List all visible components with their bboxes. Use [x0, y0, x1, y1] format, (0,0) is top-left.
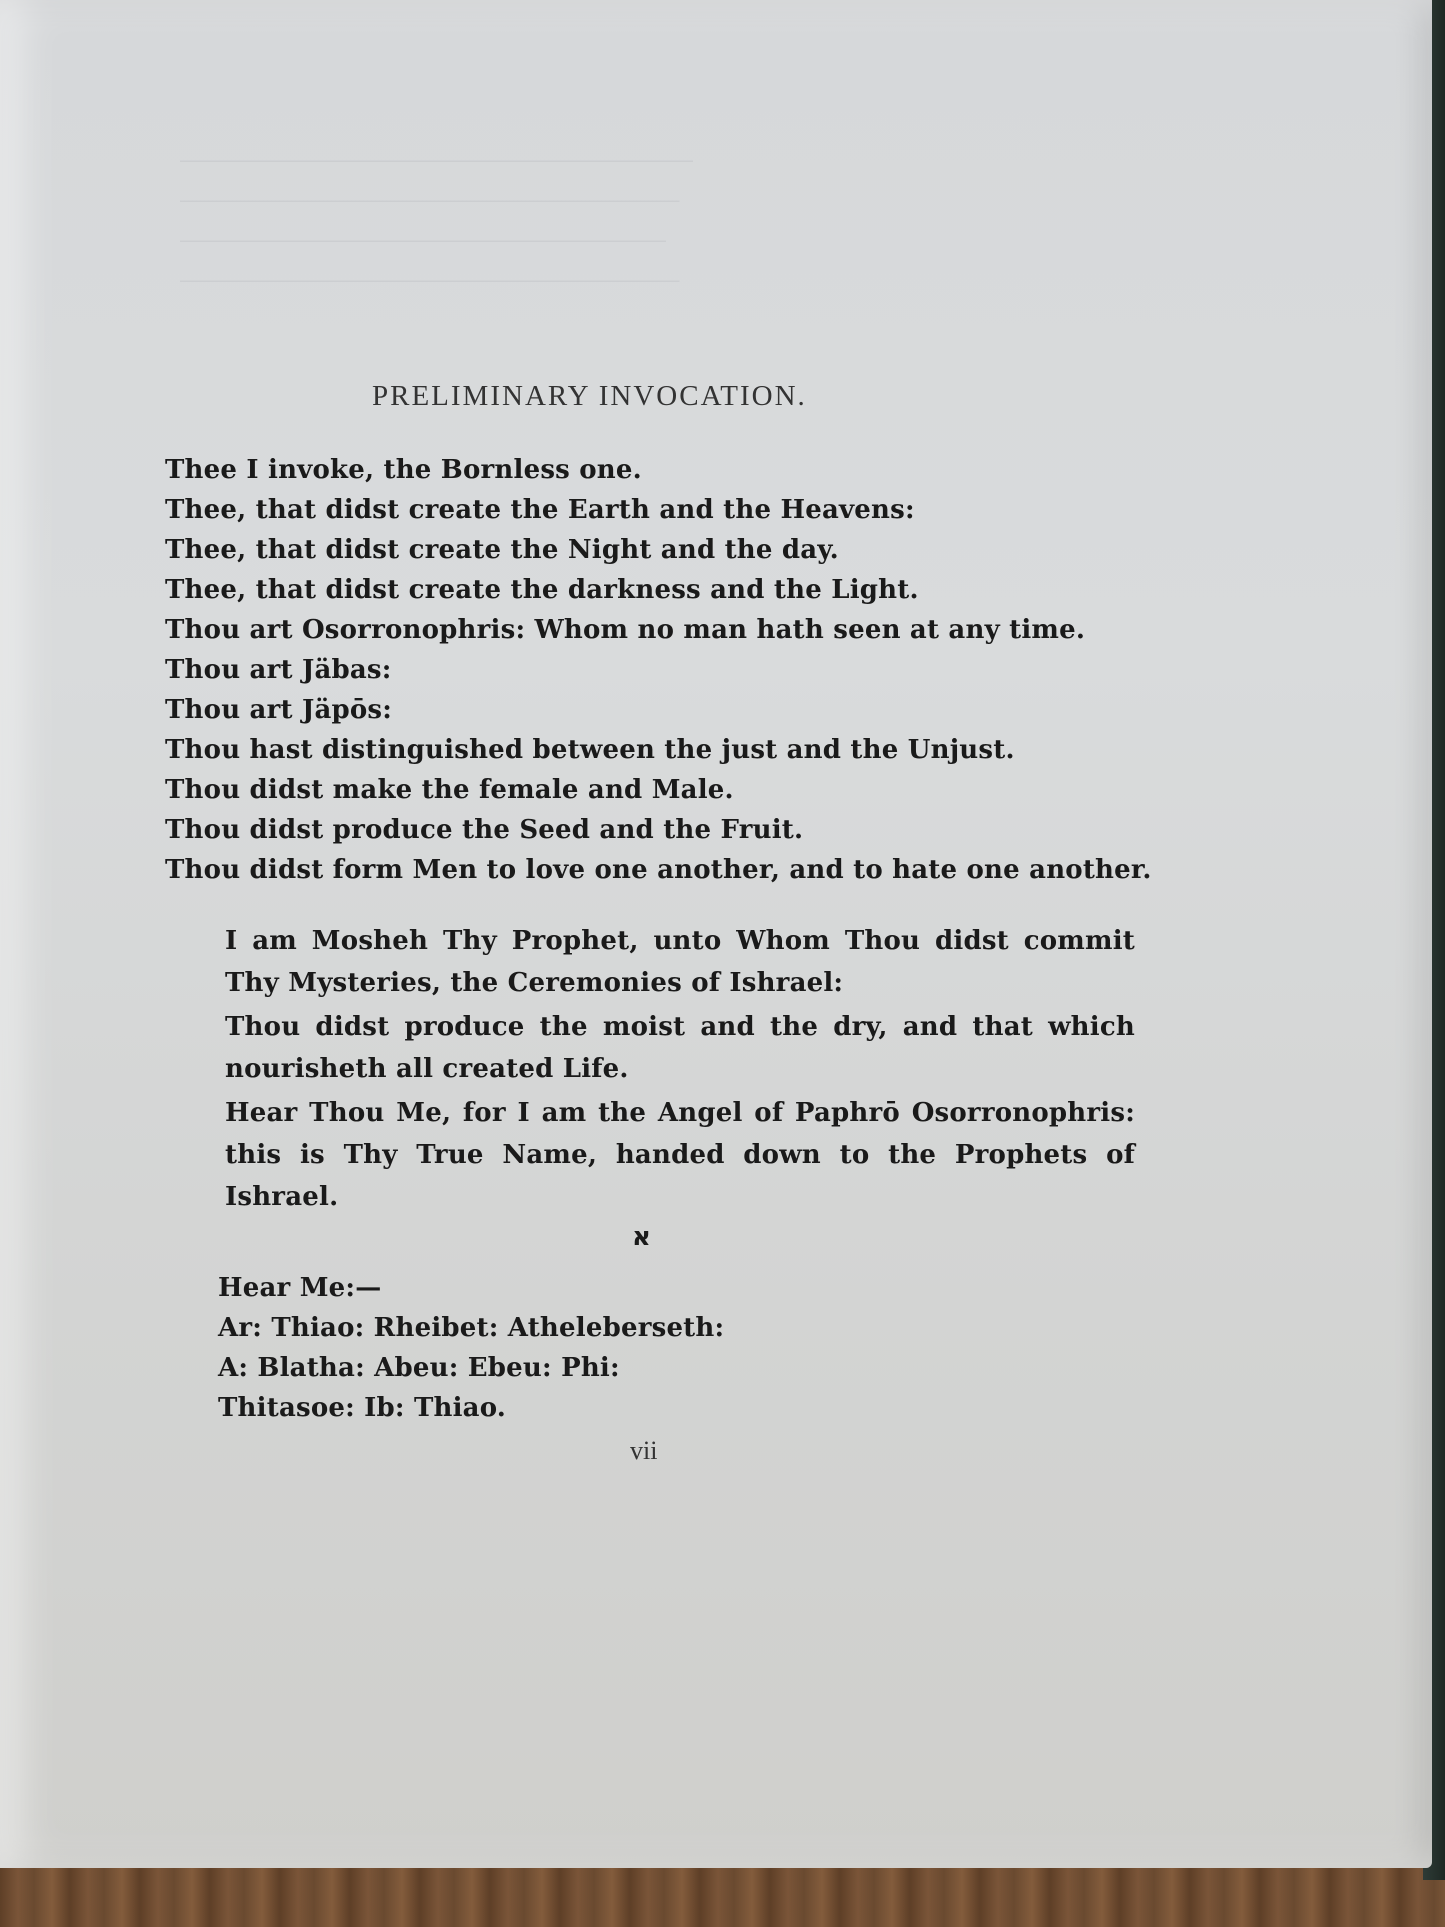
invocation-line: Thou didst produce the Seed and the Fruit. [165, 815, 804, 845]
aleph-section-mark: א [632, 1222, 651, 1252]
chant-line: A: Blatha: Abeu: Ebeu: Phi: [218, 1353, 620, 1383]
invocation-line: Thou art Osorronophris: Whom no man hath seen at any time. [165, 615, 1086, 645]
invocation-line: Thee, that didst create the Earth and the Heavens: [165, 495, 915, 525]
paragraph-angel [155, 1092, 1135, 1218]
chant-lines [218, 1268, 918, 1428]
invocation-line: Thou art Jäpōs: [165, 695, 393, 725]
chant-line: Hear Me:— [218, 1273, 382, 1303]
invocation-line: Thee, that didst create the Night and the day. [165, 535, 839, 565]
paragraph-text: I am Mosheh Thy Prophet, unto Whom Thou didst commit Thy Mysteries, the Ceremonies of Ishrael: [225, 926, 1135, 998]
paragraph-mosheh [155, 920, 1135, 1004]
page-number: vii [630, 1436, 658, 1465]
invocation-line: Thou didst form Men to love one another, and to hate one another. [165, 855, 1152, 885]
paragraph-text: Hear Thou Me, for I am the Angel of Paphrō Osorronophris: this is Thy True Name, handed down to the Prophets of Ishrael. [225, 1098, 1135, 1212]
page-title: PRELIMINARY INVOCATION. [372, 380, 807, 412]
paragraph-text: Thou didst produce the moist and the dry, and that which nourisheth all created Life. [225, 1012, 1135, 1084]
invocation-line: Thee I invoke, the Bornless one. [165, 455, 642, 485]
paragraph-moist-dry [155, 1006, 1135, 1090]
chant-line: Ar: Thiao: Rheibet: Atheleberseth: [218, 1313, 725, 1343]
invocation-line: Thee, that didst create the darkness and the Light. [165, 575, 919, 605]
invocation-lines [165, 450, 1152, 890]
invocation-line: Thou didst make the female and Male. [165, 775, 734, 805]
chant-line: Thitasoe: Ib: Thiao. [218, 1393, 507, 1423]
invocation-line: Thou art Jäbas: [165, 655, 392, 685]
invocation-line: Thou hast distinguished between the just and the Unjust. [165, 735, 1015, 765]
show-through-text-from-reverse-page: ⎯⎯⎯⎯⎯⎯⎯⎯⎯⎯⎯⎯⎯⎯⎯⎯⎯⎯⎯⎯⎯⎯⎯⎯⎯⎯⎯⎯⎯⎯⎯⎯⎯⎯⎯⎯⎯⎯ ⎯⎯⎯⎯⎯⎯⎯⎯⎯⎯⎯⎯⎯⎯⎯⎯⎯⎯⎯⎯⎯⎯⎯⎯⎯⎯⎯⎯⎯⎯⎯⎯⎯⎯⎯⎯⎯ ⎯⎯⎯⎯⎯⎯⎯⎯⎯⎯⎯⎯⎯⎯⎯⎯⎯⎯⎯⎯⎯⎯⎯⎯⎯⎯⎯⎯⎯⎯⎯⎯⎯⎯⎯⎯ ⎯⎯⎯⎯⎯⎯⎯⎯⎯⎯⎯⎯⎯⎯⎯⎯⎯⎯⎯⎯⎯⎯⎯⎯⎯⎯⎯⎯⎯⎯⎯⎯⎯⎯⎯⎯⎯ [180, 144, 693, 295]
